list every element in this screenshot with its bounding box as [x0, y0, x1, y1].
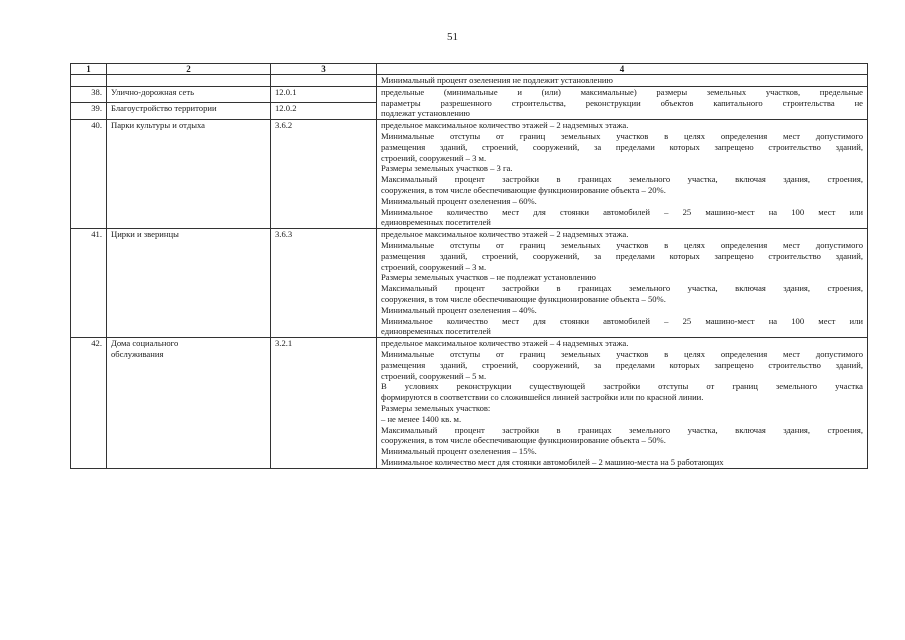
- cell-parameters: [377, 229, 868, 338]
- table-row: [71, 120, 868, 229]
- parameter-line: Минимальное количество мест для стоянки автомобилей – 25 машино-мест на 100 мест или: [381, 206, 863, 217]
- parameter-line: параметры разрешенного строительства, реконструкции объектов капитального строительства не: [381, 97, 863, 108]
- table-row: [71, 338, 868, 469]
- cell-number: 42.: [71, 338, 107, 469]
- parameter-line: Минимальный процент озеленения – 15%.: [381, 446, 537, 457]
- parameter-line: Размеры земельных участков – 3 га.: [381, 163, 513, 174]
- cell-code: [271, 75, 377, 87]
- cell-parameters: [377, 86, 868, 119]
- parameter-line: предельные (минимальные и (или) максимальные) размеры земельных участков, предельные: [381, 86, 863, 97]
- parameter-line: единовременных посетителей: [381, 217, 491, 228]
- parameter-line: Минимальный процент озеленения – 60%.: [381, 195, 537, 206]
- cell-code: 3.6.3: [271, 229, 377, 338]
- parameter-line: формируются в соответствии со сложившейся линией застройки или по красной линии.: [381, 392, 704, 403]
- parameter-line: сооружения, в том числе обеспечивающие функционирование объекта – 50%.: [381, 293, 666, 304]
- cell-number: 38.: [71, 86, 107, 103]
- parameter-line: сооружения, в том числе обеспечивающие функционирование объекта – 50%.: [381, 435, 666, 446]
- parameter-line: Размеры земельных участков:: [381, 402, 491, 413]
- column-header-3: 3: [271, 64, 377, 75]
- cell-parameters: [377, 75, 868, 87]
- column-header-1: 1: [71, 64, 107, 75]
- parameter-line: Максимальный процент застройки в границах земельного участка, включая здания, строения,: [381, 174, 863, 185]
- parameter-line: размещения зданий, строений, сооружений, за пределами которых запрещено строительство зданий,: [381, 250, 863, 261]
- parameter-line: строений, сооружений – 5 м.: [381, 370, 487, 381]
- cell-name: Благоустройство территории: [107, 103, 271, 120]
- parameter-line: подлежат установлению: [381, 108, 470, 119]
- cell-code: 12.0.1: [271, 86, 377, 103]
- column-header-2: 2: [107, 64, 271, 75]
- name-line: Дома социального: [111, 338, 179, 349]
- parameter-line: предельное максимальное количество этажей – 2 надземных этажа.: [381, 120, 629, 131]
- name-line: Цирки и зверинцы: [111, 229, 179, 240]
- regulations-table: [70, 63, 868, 469]
- cell-number: 40.: [71, 120, 107, 229]
- table-row-38: [71, 86, 868, 103]
- cell-code: 12.0.2: [271, 103, 377, 120]
- parameter-line: предельное максимальное количество этажей – 4 надземных этажа.: [381, 338, 629, 349]
- parameter-line: В условиях реконструкции существующей застройки отступы от границ земельного участка: [381, 381, 863, 392]
- page-number: 51: [447, 31, 458, 43]
- parameter-line: Минимальное количество мест для стоянки автомобилей – 2 машино-места на 5 работающих: [381, 456, 724, 467]
- parameter-line: предельное максимальное количество этажей – 2 надземных этажа.: [381, 229, 629, 240]
- cell-number: 41.: [71, 229, 107, 338]
- cell-name: Улично-дорожная сеть: [107, 86, 271, 103]
- parameter-line: единовременных посетителей: [381, 326, 491, 337]
- parameter-line: Максимальный процент застройки в границах земельного участка, включая здания, строения,: [381, 283, 863, 294]
- parameter-line: сооружения, в том числе обеспечивающие функционирование объекта – 20%.: [381, 184, 666, 195]
- cell-name: [107, 120, 271, 229]
- table-row: [71, 229, 868, 338]
- parameter-line: Максимальный процент застройки в границах земельного участка, включая здания, строения,: [381, 424, 863, 435]
- parameter-line: Минимальный процент озеленения не подлежит установлению: [381, 75, 613, 85]
- parameter-line: Минимальные отступы от границ земельных участков в целях определения мест допустимого: [381, 348, 863, 359]
- cell-parameters: [377, 338, 868, 469]
- parameter-line: Минимальные отступы от границ земельных участков в целях определения мест допустимого: [381, 239, 863, 250]
- name-line: Парки культуры и отдыха: [111, 120, 205, 131]
- cell-number: [71, 75, 107, 87]
- parameter-line: Минимальный процент озеленения – 40%.: [381, 304, 537, 315]
- cell-name: [107, 75, 271, 87]
- parameter-line: Размеры земельных участков – не подлежат установлению: [381, 272, 596, 283]
- cell-name: [107, 338, 271, 469]
- parameter-line: Минимальные отступы от границ земельных участков в целях определения мест допустимого: [381, 130, 863, 141]
- parameter-line: – не менее 1400 кв. м.: [381, 413, 462, 424]
- cell-parameters: [377, 120, 868, 229]
- cell-number: 39.: [71, 103, 107, 120]
- parameter-line: размещения зданий, строений, сооружений, за пределами которых запрещено строительство зданий,: [381, 141, 863, 152]
- cell-name: [107, 229, 271, 338]
- column-header-4: 4: [377, 64, 868, 75]
- parameter-line: Минимальное количество мест для стоянки автомобилей – 25 машино-мест на 100 мест или: [381, 315, 863, 326]
- parameter-line: строений, сооружений – 3 м.: [381, 152, 487, 163]
- parameter-line: строений, сооружений – 3 м.: [381, 261, 487, 272]
- table-header-row: [71, 64, 868, 75]
- parameter-line: размещения зданий, строений, сооружений, за пределами которых запрещено строительство зданий,: [381, 359, 863, 370]
- cell-code: 3.2.1: [271, 338, 377, 469]
- name-line: обслуживания: [111, 348, 164, 359]
- table-row-continuation: [71, 75, 868, 87]
- cell-code: 3.6.2: [271, 120, 377, 229]
